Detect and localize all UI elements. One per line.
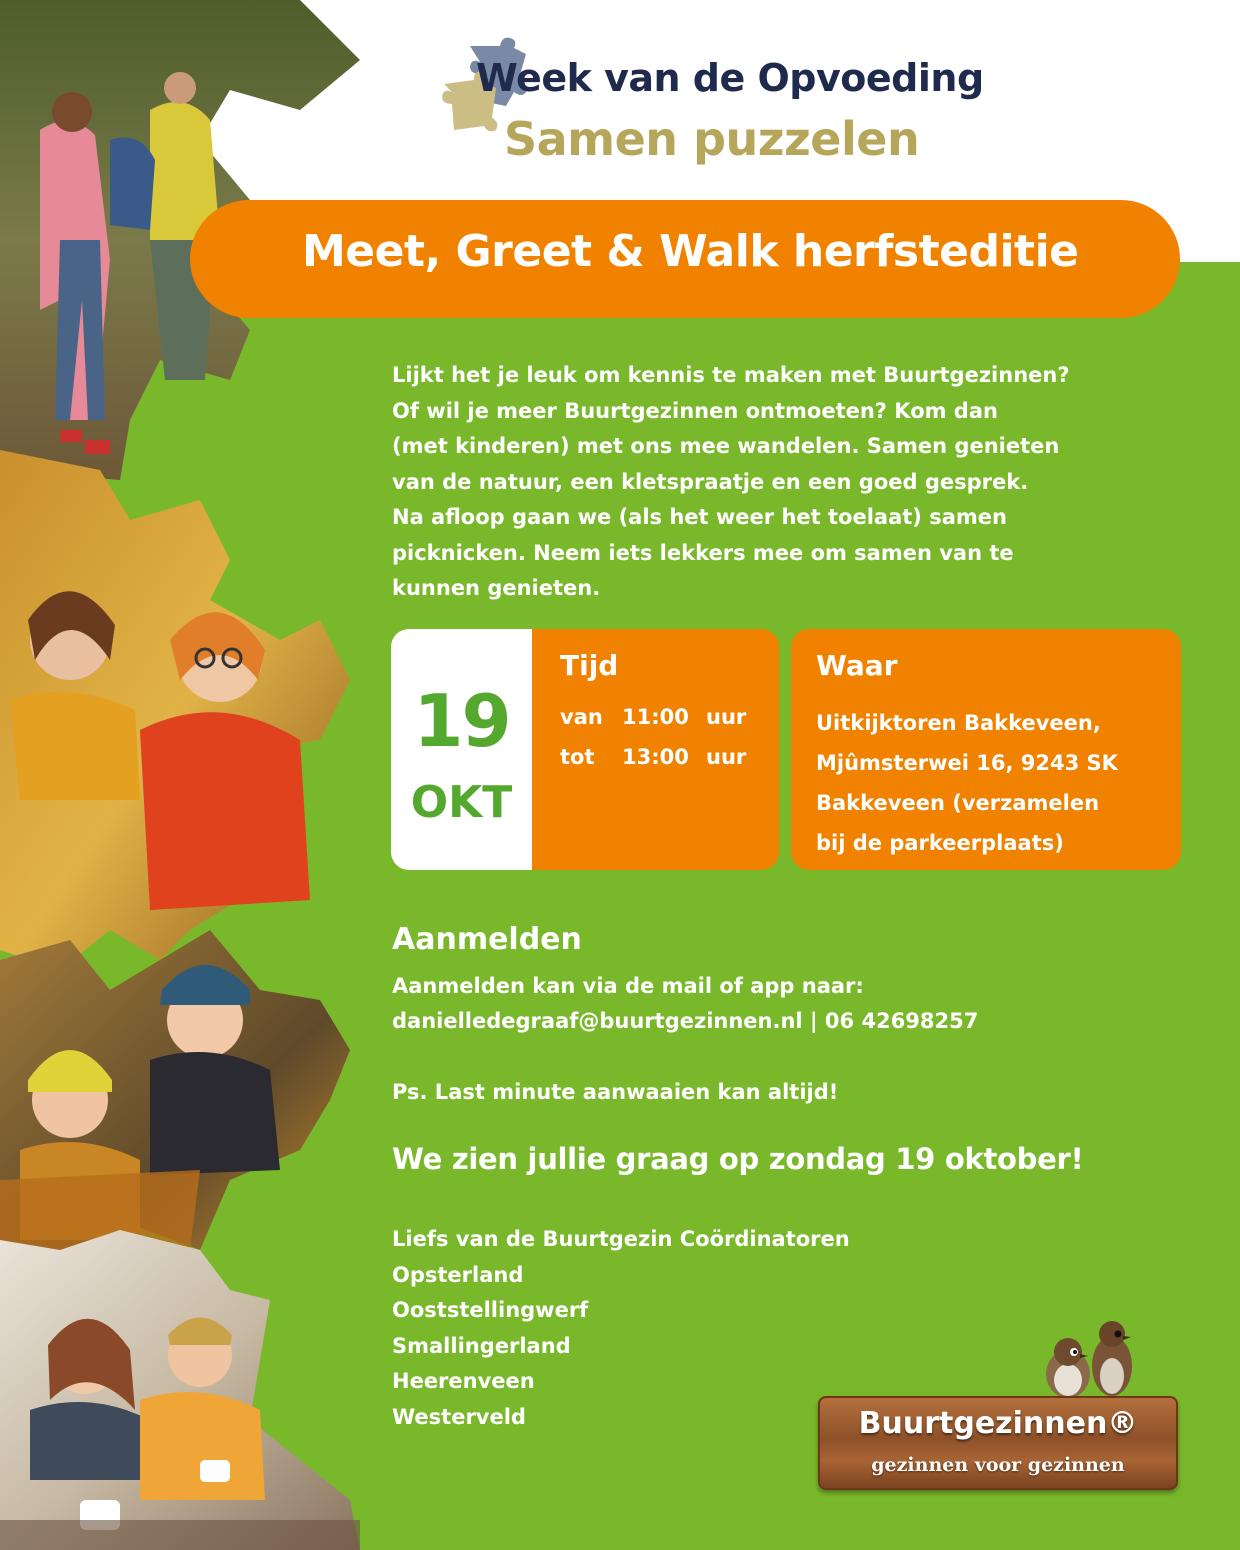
time-word: van <box>560 705 603 729</box>
signoff-region: Heerenveen <box>392 1369 535 1393</box>
brand-name: Buurtgezinnen® <box>858 1406 1138 1441</box>
intro-line: kunnen genieten. <box>392 576 601 600</box>
intro-line: Of wil je meer Buurtgezinnen ontmoeten? Kom dan <box>392 398 998 423</box>
address-line: Bakkeveen (verzamelen <box>816 791 1100 815</box>
sparrows-icon <box>1028 1310 1148 1406</box>
week-van-de-opvoeding-logo <box>440 34 984 174</box>
address-line: Mjûmsterwei 16, 9243 SK <box>816 751 1118 775</box>
page-title: Meet, Greet & Walk herfsteditie <box>302 226 1079 277</box>
time-heading: Tijd <box>560 649 619 682</box>
date-day: 19 <box>413 679 510 763</box>
location-heading: Waar <box>816 649 898 682</box>
time-unit: uur <box>706 745 747 769</box>
photo-women-autumn-forest <box>0 450 350 970</box>
signoff <box>392 1222 850 1435</box>
logo-title: Week van de Opvoeding <box>476 56 984 100</box>
intro-paragraph <box>392 358 1172 607</box>
signoff-region: Westerveld <box>392 1404 526 1429</box>
buurtgezinnen-logo <box>818 1310 1180 1492</box>
time-box <box>532 629 779 870</box>
signup-heading: Aanmelden <box>392 922 582 957</box>
time-value: 11:00 <box>622 705 689 729</box>
signoff-region: Opsterland <box>392 1262 524 1287</box>
signoff-region: Ooststellingwerf <box>392 1298 589 1322</box>
brand-tagline: gezinnen voor gezinnen <box>871 1454 1125 1476</box>
address-line: Uitkijktoren Bakkeveen, <box>816 711 1101 735</box>
date-badge <box>391 629 532 870</box>
signoff-region: Smallingerland <box>392 1333 571 1358</box>
signoff-line: Liefs van de Buurtgezin Coördinatoren <box>392 1227 850 1251</box>
time-unit: uur <box>706 705 747 729</box>
time-word: tot <box>560 745 595 769</box>
intro-line: (met kinderen) met ons mee wandelen. Samen genieten <box>392 434 1060 458</box>
signup-ps: Ps. Last minute aanwaaien kan altijd! <box>392 1080 839 1104</box>
time-row-start <box>560 705 746 729</box>
closing-message: We zien jullie graag op zondag 19 oktober! <box>392 1142 1084 1176</box>
intro-line: Lijkt het je leuk om kennis te maken met Buurtgezinnen? <box>392 363 1070 387</box>
address-line: bij de parkeerplaats) <box>816 831 1064 855</box>
brand-sign <box>818 1396 1178 1490</box>
signup-contact: danielledegraaf@buurtgezinnen.nl | 06 42698257 <box>392 1009 979 1033</box>
photo-kids-autumn-leaves <box>0 930 350 1260</box>
time-value: 13:00 <box>622 745 689 769</box>
signup-instructions: Aanmelden kan via de mail of app naar: <box>392 974 864 998</box>
photo-people-cafe <box>0 1230 360 1550</box>
location-box <box>791 629 1181 870</box>
time-row-end <box>560 745 746 769</box>
intro-line: van de natuur, een kletspraatje en een goed gesprek. <box>392 469 1029 494</box>
location-address <box>816 703 1118 863</box>
date-month: OKT <box>410 777 513 828</box>
logo-subtitle: Samen puzzelen <box>504 112 920 166</box>
intro-line: Na afloop gaan we (als het weer het toelaat) samen <box>392 505 1007 529</box>
intro-line: picknicken. Neem iets lekkers mee om samen van te <box>392 540 1014 565</box>
